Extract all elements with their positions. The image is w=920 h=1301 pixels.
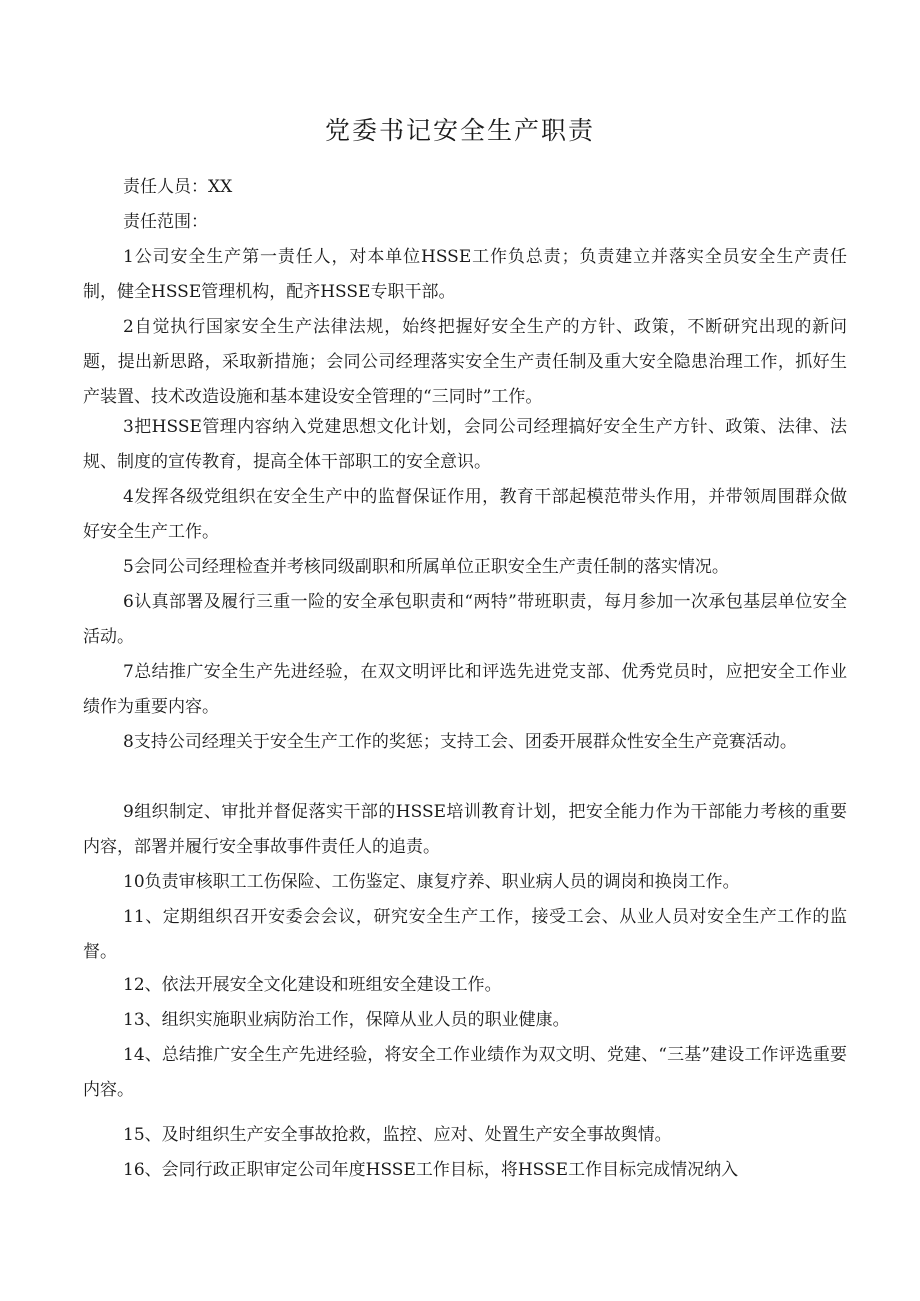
list-item: 1公司安全生产第一责任人，对本单位HSSE工作负总责；负责建立并落实全员安全生产责任制，健全HSSE管理机构，配齐HSSE专职干部。 (83, 247, 847, 302)
list-item: 11、定期组织召开安委会会议，研究安全生产工作，接受工会、从业人员对安全生产工作的监督。 (83, 907, 847, 962)
list-item: 15、及时组织生产安全事故抢救，监控、应对、处置生产安全事故舆情。 (123, 1125, 672, 1145)
list-item: 4发挥各级党组织在安全生产中的监督保证作用，教育干部起模范带头作用，并带领周围群众做好安全生产工作。 (83, 487, 847, 542)
list-item: 14、总结推广安全生产先进经验，将安全工作业绩作为双文明、党建、“三基”建设工作评选重要内容。 (83, 1045, 847, 1100)
list-item: 10负责审核职工工伤保险、工伤鉴定、康复疗养、职业病人员的调岗和换岗工作。 (123, 872, 740, 892)
list-item: 16、会同行政正职审定公司年度HSSE工作目标，将HSSE工作目标完成情况纳入 (123, 1160, 739, 1180)
scope-label: 责任范围： (123, 212, 208, 232)
list-item: 3把HSSE管理内容纳入党建思想文化计划，会同公司经理搞好安全生产方针、政策、法律、法规、制度的宣传教育，提高全体干部职工的安全意识。 (83, 417, 847, 472)
list-item: 12、依法开展安全文化建设和班组安全建设工作。 (123, 975, 502, 995)
responsible-person: 责任人员：XX (123, 177, 233, 197)
list-item: 8支持公司经理关于安全生产工作的奖惩；支持工会、团委开展群众性安全生产竞赛活动。 (123, 732, 797, 752)
list-item: 5会同公司经理检查并考核同级副职和所属单位正职安全生产责任制的落实情况。 (123, 557, 729, 577)
list-item: 13、组织实施职业病防治工作，保障从业人员的职业健康。 (123, 1010, 570, 1030)
list-item: 9组织制定、审批并督促落实干部的HSSE培训教育计划，把安全能力作为干部能力考核的重要内容，部署并履行安全事故事件责任人的追责。 (83, 802, 847, 857)
list-item: 6认真部署及履行三重一险的安全承包职责和“两特”带班职责，每月参加一次承包基层单位安全活动。 (83, 592, 847, 647)
list-item: 7总结推广安全生产先进经验，在双文明评比和评选先进党支部、优秀党员时，应把安全工作业绩作为重要内容。 (83, 662, 847, 717)
list-item: 2自觉执行国家安全生产法律法规，始终把握好安全生产的方针、政策，不断研究出现的新问题，提出新思路，采取新措施；会同公司经理落实安全生产责任制及重大安全隐患治理工作，抓好生产装置、技术改造设施和基本建设安全管理的“三同时”工作。 (83, 317, 847, 407)
document-title: 党委书记安全生产职责 (324, 116, 595, 145)
